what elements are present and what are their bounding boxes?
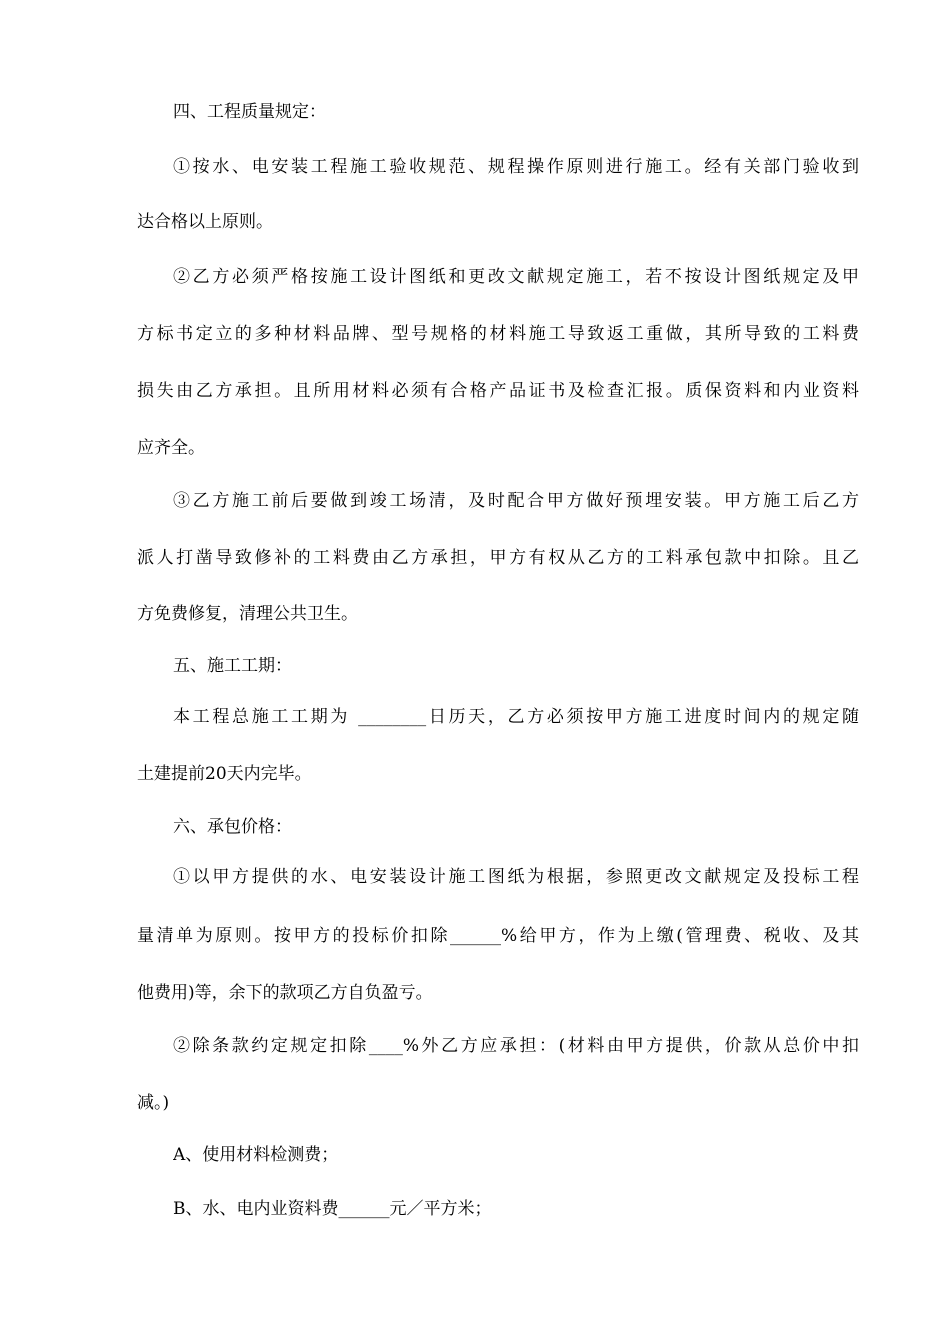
price-clause-2-line-2: 减。)	[137, 1093, 170, 1113]
quality-clause-2-line-1: ②乙方必须严格按施工设计图纸和更改文献规定施工，若不按设计图纸规定及甲	[173, 267, 859, 287]
price-item-b: B、水、电内业资料费______元／平方米；	[173, 1199, 492, 1219]
quality-clause-1-line-2: 达合格以上原则。	[137, 212, 273, 232]
quality-clause-2-line-2: 方标书定立的多种材料品牌、型号规格的材料施工导致返工重做，其所导致的工料费	[137, 324, 859, 344]
schedule-line-2: 土建提前20天内完毕。	[137, 764, 312, 784]
price-clause-1-line-1: ①以甲方提供的水、电安装设计施工图纸为根据，参照更改文献规定及投标工程	[173, 867, 859, 887]
quality-clause-3-line-2: 派人打凿导致修补的工料费由乙方承担，甲方有权从乙方的工料承包款中扣除。且乙	[137, 548, 859, 568]
section-heading-schedule: 五、施工工期：	[173, 656, 292, 676]
schedule-line-1: 本工程总施工工期为 ________日历天，乙方必须按甲方施工进度时间内的规定随	[173, 707, 859, 727]
section-heading-price: 六、承包价格：	[173, 817, 292, 837]
price-clause-1-line-2: 量清单为原则。按甲方的投标价扣除______%给甲方，作为上缴(管理费、税收、及其	[137, 926, 859, 946]
quality-clause-1-line-1: ①按水、电安装工程施工验收规范、规程操作原则进行施工。经有关部门验收到	[173, 157, 859, 177]
price-clause-1-line-3: 他费用)等，余下的款项乙方自负盈亏。	[137, 983, 433, 1003]
quality-clause-2-line-4: 应齐全。	[137, 438, 205, 458]
price-clause-2-line-1: ②除条款约定规定扣除____%外乙方应承担：(材料由甲方提供，价款从总价中扣	[173, 1036, 859, 1056]
quality-clause-3-line-3: 方免费修复，清理公共卫生。	[137, 604, 358, 624]
price-item-a: A、使用材料检测费；	[173, 1145, 339, 1165]
quality-clause-2-line-3: 损失由乙方承担。且所用材料必须有合格产品证书及检查汇报。质保资料和内业资料	[137, 381, 859, 401]
section-heading-quality: 四、工程质量规定：	[173, 102, 326, 122]
quality-clause-3-line-1: ③乙方施工前后要做到竣工场清，及时配合甲方做好预埋安装。甲方施工后乙方	[173, 491, 859, 511]
